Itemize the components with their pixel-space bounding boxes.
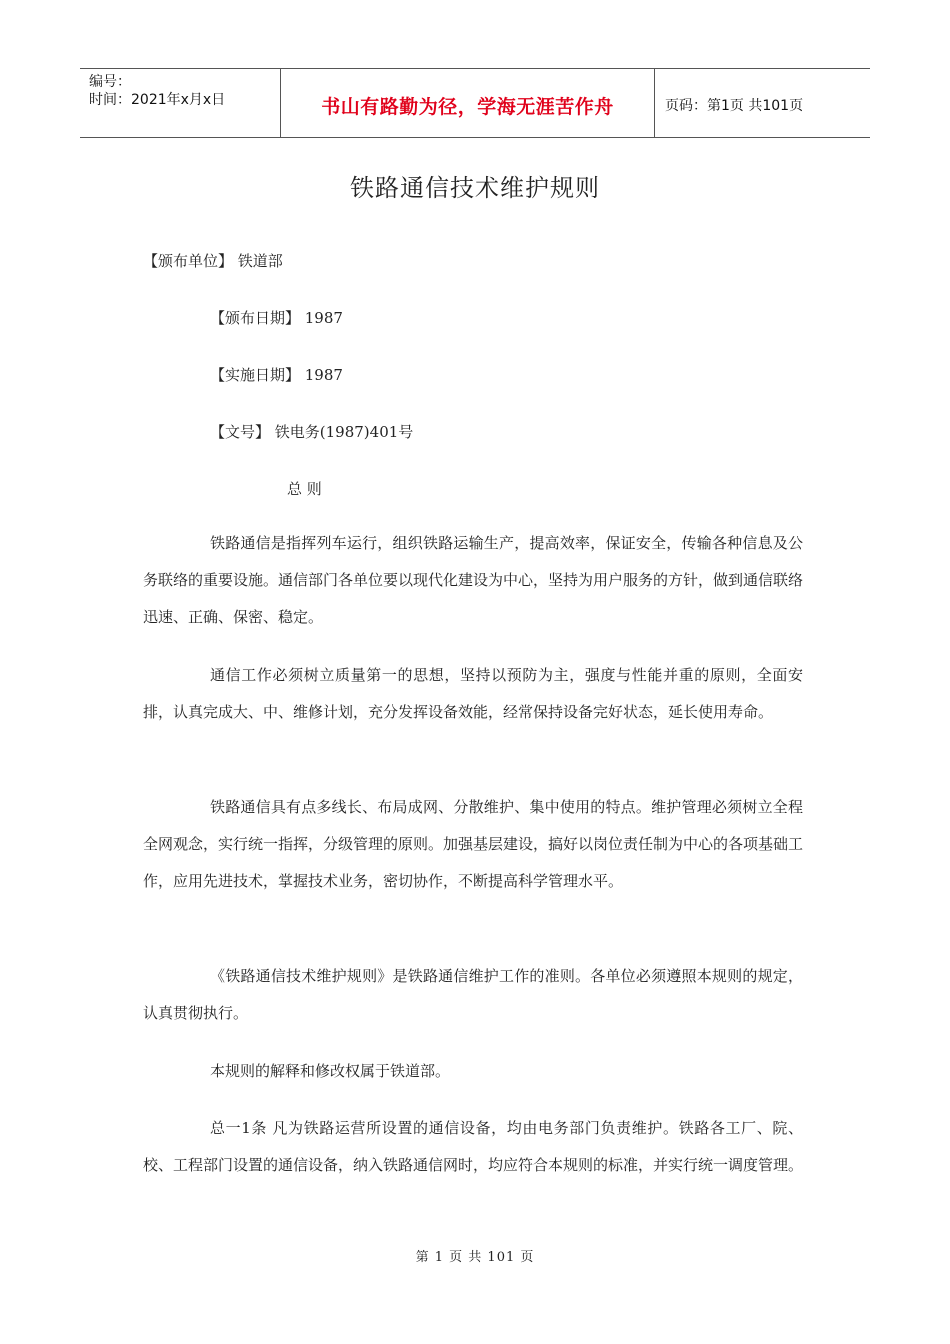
time-label: 时间：2021年x月x日 xyxy=(89,92,226,108)
number-label: 编号： xyxy=(89,74,131,90)
paragraph-4: 《铁路通信技术维护规则》是铁路通信维护工作的准则。各单位必须遵照本规则的规定，认真贯彻执行。 xyxy=(143,967,803,1022)
header-motto: 书山有路勤为径，学海无涯苦作舟 xyxy=(321,95,614,118)
paragraph-6: 总一1条 凡为铁路运营所设置的通信设备，均由电务部门负责维护。铁路各工厂、院、校、工程部门设置的通信设备，纳入铁路通信网时，均应符合本规则的标准，并实行统一调度管理。 xyxy=(143,1119,804,1174)
paragraph-2: 通信工作必须树立质量第一的思想，坚持以预防为主，强度与性能并重的原则，全面安排，认真完成大、中、维修计划，充分发挥设备效能，经常保持设备完好状态，延长使用寿命。 xyxy=(143,666,803,721)
header-motto-cell xyxy=(281,69,655,137)
paragraph-3: 铁路通信具有点多线长、布局成网、分散维护、集中使用的特点。维护管理必须树立全程全网观念，实行统一指挥，分级管理的原则。加强基层建设，搞好以岗位责任制为中心的各项基础工作，应用先进技术，掌握技术业务，密切协作，不断提高科学管理水平。 xyxy=(143,798,804,890)
paragraph-5: 本规则的解释和修改权属于铁道部。 xyxy=(210,1062,451,1080)
header-page-cell xyxy=(655,69,870,137)
document-title: 铁路通信技术维护规则 xyxy=(350,174,600,202)
paragraph-1: 铁路通信是指挥列车运行，组织铁路运输生产，提高效率，保证安全，传输各种信息及公务联络的重要设施。通信部门各单位要以现代化建设为中心，坚持为用户服务的方针，做到通信联络迅速、正确、保密、稳定。 xyxy=(143,534,804,626)
page-header xyxy=(80,68,870,138)
page-footer: 第 1 页 共 101 页 xyxy=(415,1250,535,1265)
issuer-line: 【颁布单位】 铁道部 xyxy=(143,252,283,270)
issue-date-line: 【颁布日期】 1987 xyxy=(210,309,343,327)
effective-date-line: 【实施日期】 1987 xyxy=(210,366,343,384)
header-info xyxy=(80,69,281,137)
section-heading: 总 则 xyxy=(287,480,322,498)
header-page-label: 页码：第1页 共101页 xyxy=(665,98,804,114)
doc-number-line: 【文号】 铁电务(1987)401号 xyxy=(210,423,414,441)
